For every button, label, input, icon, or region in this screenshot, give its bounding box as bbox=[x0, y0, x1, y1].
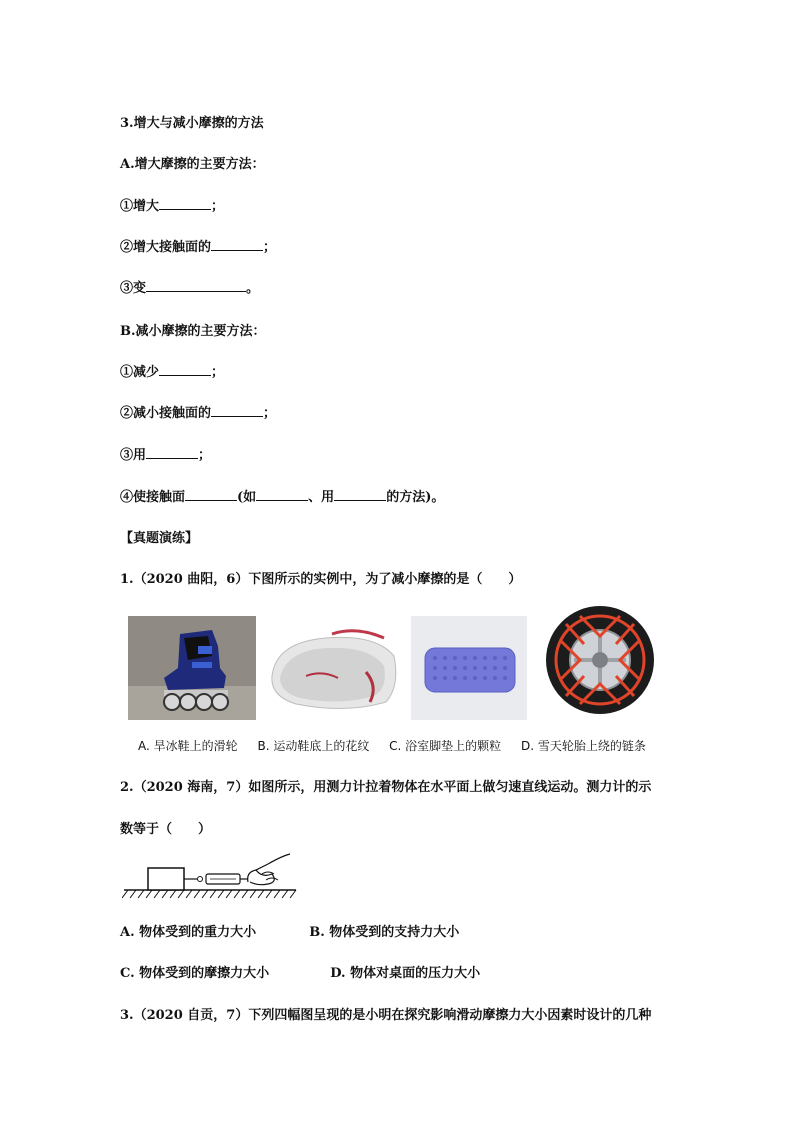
tire-chain-image bbox=[540, 600, 660, 720]
q1-option-c: C. 浴室脚垫上的颗粒 bbox=[389, 739, 502, 753]
q2-stem-line2: 数等于（ ） bbox=[120, 822, 212, 837]
q1-option-b: B. 运动鞋底上的花纹 bbox=[257, 739, 370, 753]
q2-option-a: A. 物体受到的重力大小 bbox=[120, 925, 257, 940]
decrease-method-3: ③用 ； bbox=[120, 448, 212, 463]
practice-heading: 【真题演练】 bbox=[120, 531, 199, 546]
q3-stem-line1: 3.（2020 自贡，7）下列四幅图呈现的是小明在探究影响滑动摩擦力大小因素时设计的几种 bbox=[120, 1008, 652, 1023]
q1-option-d: D. 雪天轮胎上绕的链条 bbox=[521, 739, 646, 753]
increase-method-2: ②增大接触面的 ； bbox=[120, 240, 277, 255]
q1-option-a: A. 旱冰鞋上的滑轮 bbox=[138, 739, 238, 753]
answer-blank bbox=[146, 446, 198, 459]
increase-method-1: ①增大 ； bbox=[120, 199, 225, 214]
shoe-sole-image bbox=[266, 616, 402, 720]
q2-option-c: C. 物体受到的摩擦力大小 bbox=[120, 966, 270, 981]
decrease-method-2: ②减小接触面的 ； bbox=[120, 406, 277, 421]
q2-option-row-1 bbox=[120, 921, 459, 940]
decrease-method-1: ①减少 ； bbox=[120, 365, 225, 380]
answer-blank bbox=[159, 363, 211, 376]
bath-mat-image bbox=[411, 616, 527, 720]
answer-blank bbox=[334, 488, 386, 501]
q2-option-d: D. 物体对桌面的压力大小 bbox=[330, 966, 481, 981]
section-title: 3.增大与减小摩擦的方法 bbox=[120, 116, 264, 131]
answer-blank bbox=[211, 238, 263, 251]
decrease-heading: B.减小摩擦的主要方法： bbox=[120, 324, 266, 339]
inline-skate-image bbox=[128, 616, 256, 720]
increase-method-3: ③变 。 bbox=[120, 281, 260, 296]
q2-stem-line1: 2.（2020 海南，7）如图所示，用测力计拉着物体在水平面上做匀速直线运动。测力计的示 bbox=[120, 780, 652, 795]
q2-option-row-2 bbox=[120, 962, 480, 981]
answer-blank bbox=[211, 404, 263, 417]
answer-blank bbox=[159, 197, 211, 210]
answer-blank bbox=[185, 488, 237, 501]
spring-scale-diagram bbox=[122, 852, 298, 900]
increase-heading: A.增大摩擦的主要方法： bbox=[120, 157, 265, 172]
q2-option-b: B. 物体受到的支持力大小 bbox=[309, 925, 460, 940]
q1-options bbox=[138, 737, 662, 754]
answer-blank bbox=[146, 279, 246, 292]
answer-blank bbox=[256, 488, 308, 501]
decrease-method-4: ④使接触面 (如 、用 的方法)。 bbox=[120, 490, 445, 505]
q1-stem: 1.（2020 曲阳，6）下图所示的实例中，为了减小摩擦的是（ ） bbox=[120, 572, 522, 587]
